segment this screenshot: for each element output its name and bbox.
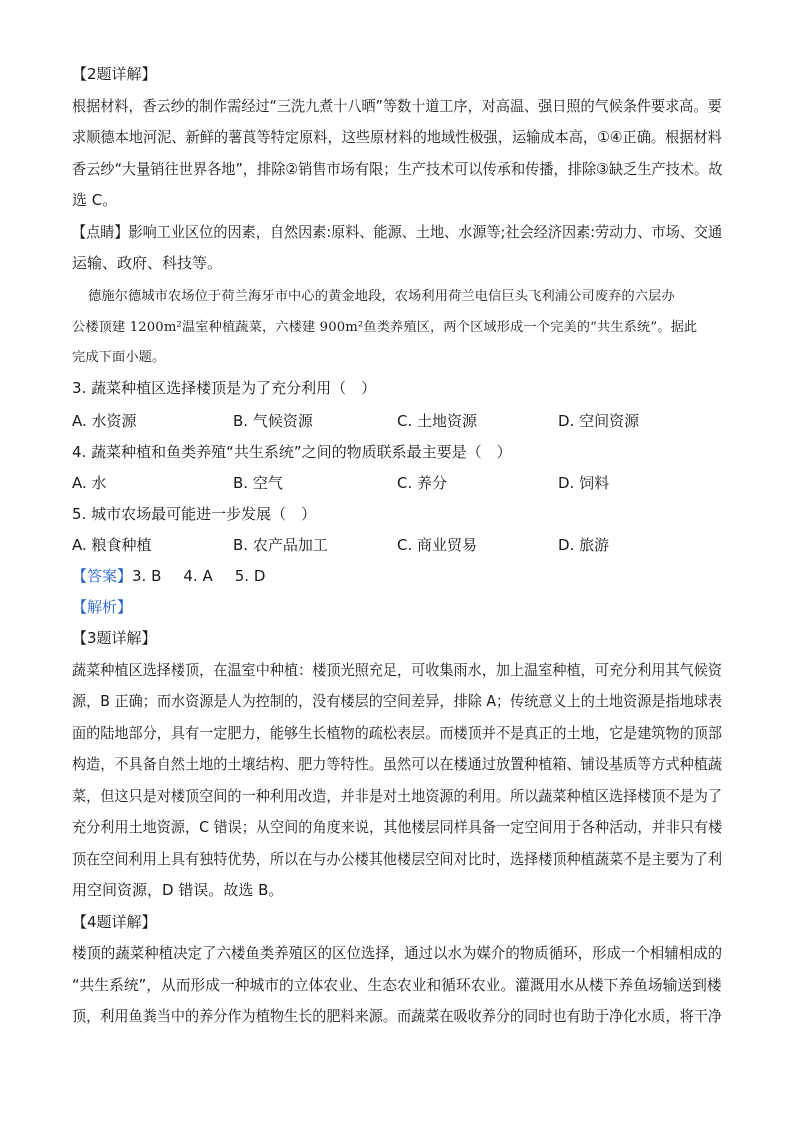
dianjing-line [72, 222, 722, 242]
section-4-line: “共生系统”，从而形成一种城市的立体农业、生态农业和循环农业。灌溉用水从楼下养鱼场输送到楼 [72, 976, 722, 994]
section-3-line: 构造，不具备自然土地的土壤结构、肥力等特性。虽然可以在楼通过放置种植箱、铺设基质等方式种植蔬 [72, 755, 722, 773]
question-4-stem: 4. 蔬菜种植和鱼类养殖“共生系统”之间的物质联系最主要是（ ） [72, 443, 512, 461]
section-4-line: 顶，利用鱼粪当中的养分作为植物生长的肥料来源。而蔬菜在吸收养分的同时也有助于净化水质，将干净 [72, 1007, 722, 1025]
section-3-line: 蔬菜种植区选择楼顶，在温室中种植：楼顶光照充足，可收集雨水，加上温室种植，可充分利用其气候资 [72, 661, 722, 679]
passage-line: 公楼顶建 1200m²温室种植蔬菜，六楼建 900m²鱼类养殖区，两个区域形成一个完美的“共生系统”。据此 [72, 320, 698, 335]
answer-item: 4. A [183, 567, 213, 585]
section-3-line: 充分利用土地资源，C 错误；从空间的角度来说，其他楼层同样具备一定空间用于各种活动，并非只有楼 [72, 818, 723, 836]
question-4-option-b: B. 空气 [233, 474, 283, 492]
question-4-option-a: A. 水 [72, 474, 107, 492]
answer-label: 【答案】 [72, 567, 133, 585]
section-4-line: 楼顶的蔬菜种植决定了六楼鱼类养殖区的区位选择，通过以水为媒介的物质循环，形成一个相辅相成的 [72, 944, 723, 962]
question-5-option-a: A. 粮食种植 [72, 536, 152, 554]
section-4-header: 【4题详解】 [72, 913, 157, 931]
answer-item: 5. D [234, 567, 266, 585]
question-4-option-d: D. 饲料 [558, 474, 610, 492]
question-5-option-d: D. 旅游 [558, 536, 610, 554]
section-3-line: 顶在空间利用上具有独特优势，所以在与办公楼其他楼层空间对比时，选择楼顶种植蔬菜不是主要为了利 [72, 850, 722, 868]
dianjing-label: 【点睛】 [72, 223, 129, 241]
passage-line: 完成下面小题。 [72, 350, 166, 365]
question-3-stem: 3. 蔬菜种植区选择楼顶是为了充分利用（ ） [72, 379, 377, 397]
question-5-stem: 5. 城市农场最可能进一步发展（ ） [72, 505, 317, 523]
analysis-label: 【解析】 [72, 598, 133, 616]
section-3-line: 用空间资源，D 错误。故选 B。 [72, 881, 284, 899]
question-5-option-b: B. 农产品加工 [233, 536, 328, 554]
section-2-line: 根据材料，香云纱的制作需经过“三洗九煮十八晒”等数十道工序，对高温、强日照的气候条件要求高。要 [72, 97, 722, 115]
dianjing-line-2: 运输、政府、科技等。 [72, 254, 223, 272]
question-3-option-a: A. 水资源 [72, 412, 137, 430]
answer-row [72, 566, 287, 586]
section-2-line: 香云纱“大量销往世界各地”，排除②销售市场有限；生产技术可以传承和传播，排除③缺乏生产技术。故 [72, 160, 723, 178]
dianjing-text: 影响工业区位的因素，自然因素:原料、能源、土地、水源等;社会经济因素:劳动力、市场、交通 [128, 223, 723, 241]
question-3-option-b: B. 气候资源 [233, 412, 313, 430]
section-3-header: 【3题详解】 [72, 629, 157, 647]
section-3-line: 菜，但这只是对楼顶空间的一种利用改造，并非是对土地资源的利用。所以蔬菜种植区选择楼顶不是为了 [72, 787, 722, 805]
question-4-option-c: C. 养分 [397, 474, 448, 492]
question-3-option-d: D. 空间资源 [558, 412, 640, 430]
passage-line: 德施尔德城市农场位于荷兰海牙市中心的黄金地段，农场利用荷兰电信巨头飞利浦公司废弃的六层办 [88, 289, 675, 304]
question-5-option-c: C. 商业贸易 [397, 536, 478, 554]
section-3-line: 面的陆地部分，具有一定肥力，能够生长植物的疏松表层。而楼顶并不是真正的土地，它是建筑物的顶部 [72, 724, 722, 742]
section-3-line: 源，B 正确；而水资源是人为控制的，没有楼层的空间差异，排除 A；传统意义上的土地资源是指地球表 [72, 692, 723, 710]
section-2-line: 求顺德本地河泥、新鲜的薯莨等特定原料，这些原材料的地域性极强，运输成本高，①④正确。根据材料 [72, 128, 722, 146]
section-2-header: 【2题详解】 [72, 65, 157, 83]
question-3-option-c: C. 土地资源 [397, 412, 478, 430]
section-2-line: 选 C。 [72, 191, 118, 209]
answer-item: 3. B [132, 567, 162, 585]
